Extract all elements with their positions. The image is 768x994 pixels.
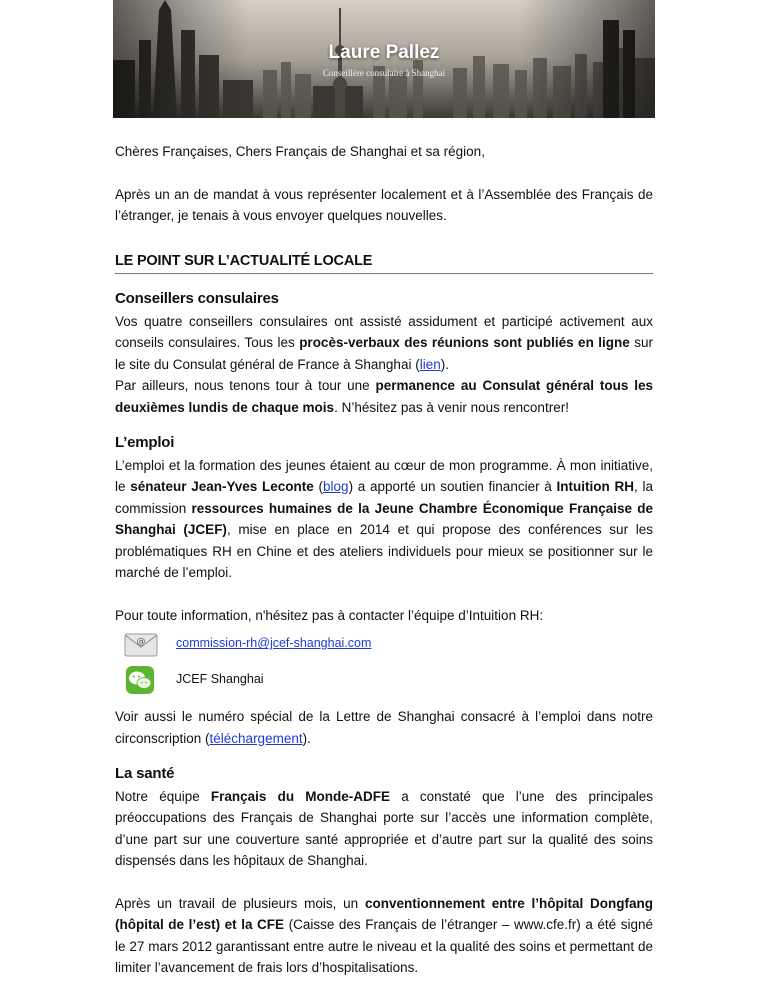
conseillers-paragraph-2: Par ailleurs, nous tenons tour à tour une permanence au Consulat général tous les deuxièmes lundis de chaque mois. N’hésitez pas à venir nous rencontrer! xyxy=(115,378,653,415)
consulat-link[interactable]: lien xyxy=(419,356,441,372)
email-link[interactable]: commission-rh@jcef-shanghai.com xyxy=(176,636,372,651)
emploi-paragraph-1: L’emploi et la formation des jeunes étaient au cœur de mon programme. À mon initiative, le sénateur Jean-Yves Leconte (blog) a apporté un soutien financier à Intuition RH, la commission ressources humaines de la Jeune Chambre Économique Française de Shanghai (JCEF), mise en place en 2014 et qui propose des conférences sur les problématiques RH en Chine et des ateliers individuels pour mieux se positionner sur le marché de l’emploi. xyxy=(115,457,654,580)
section-title: LE POINT SUR L’ACTUALITÉ LOCALE xyxy=(115,251,653,275)
blog-link[interactable]: blog xyxy=(323,479,349,494)
sante-title: La santé xyxy=(115,765,175,782)
sante-paragraph-2: Après un travail de plusieurs mois, un conventionnement entre l’hôpital Dongfang (hôpital de l’est) et la CFE (Caisse des Français de l’étranger – www.cfe.fr) a été signé le 27 mars 2012 garantissant entre autre le niveau et la qualité des soins et permettant de limiter l’avancement de frais lors d’hospitalisations. xyxy=(115,895,653,975)
banner-subtitle: Conseillère consulaire à Shanghai xyxy=(322,68,446,78)
banner-title: Laure Pallez xyxy=(328,42,440,63)
emploi-contact-intro: Pour toute information, n'hésitez pas à contacter l’équipe d’Intuition RH: xyxy=(115,607,544,623)
conseillers-title: Conseillers consulaires xyxy=(115,290,279,307)
intro-paragraph: Après un an de mandat à vous représenter localement et à l’Assemblée des Français de l’étranger, je tenais à vous envoyer quelques nouvelles. xyxy=(115,186,653,223)
wechat-contact xyxy=(123,662,653,698)
wechat-icon xyxy=(123,664,159,696)
letter-body xyxy=(115,141,653,979)
email-contact xyxy=(123,626,653,662)
greeting: Chères Françaises, Chers Français de Shanghai et sa région, xyxy=(115,144,485,159)
download-link[interactable]: téléchargement xyxy=(209,730,303,746)
conseillers-paragraph-1: Vos quatre conseillers consulaires ont assisté assidument et participé activement aux conseils consulaires. Tous les procès-verbaux des réunions sont publiés en ligne sur le site du Consulat général de France à Shanghai (lien). xyxy=(115,313,653,372)
header-banner xyxy=(113,0,655,118)
sante-paragraph-1: Notre équipe Français du Monde-ADFE a constaté que l’une des principales préoccupations des Français de Shanghai porte sur l’accès une information complète, d’une part sur une couverture santé appropriée et d’autre part sur la qualité des soins dispensés dans les hôpitaux de Shanghai. xyxy=(115,788,653,868)
wechat-label: JCEF Shanghai xyxy=(176,672,264,687)
email-envelope-icon xyxy=(123,628,159,660)
emploi-paragraph-3: Voir aussi le numéro spécial de la Lettre de Shanghai consacré à l’emploi dans notre circonscription (téléchargement). xyxy=(115,709,653,746)
svg-text:@: @ xyxy=(136,637,146,647)
emploi-title: L’emploi xyxy=(115,434,175,451)
